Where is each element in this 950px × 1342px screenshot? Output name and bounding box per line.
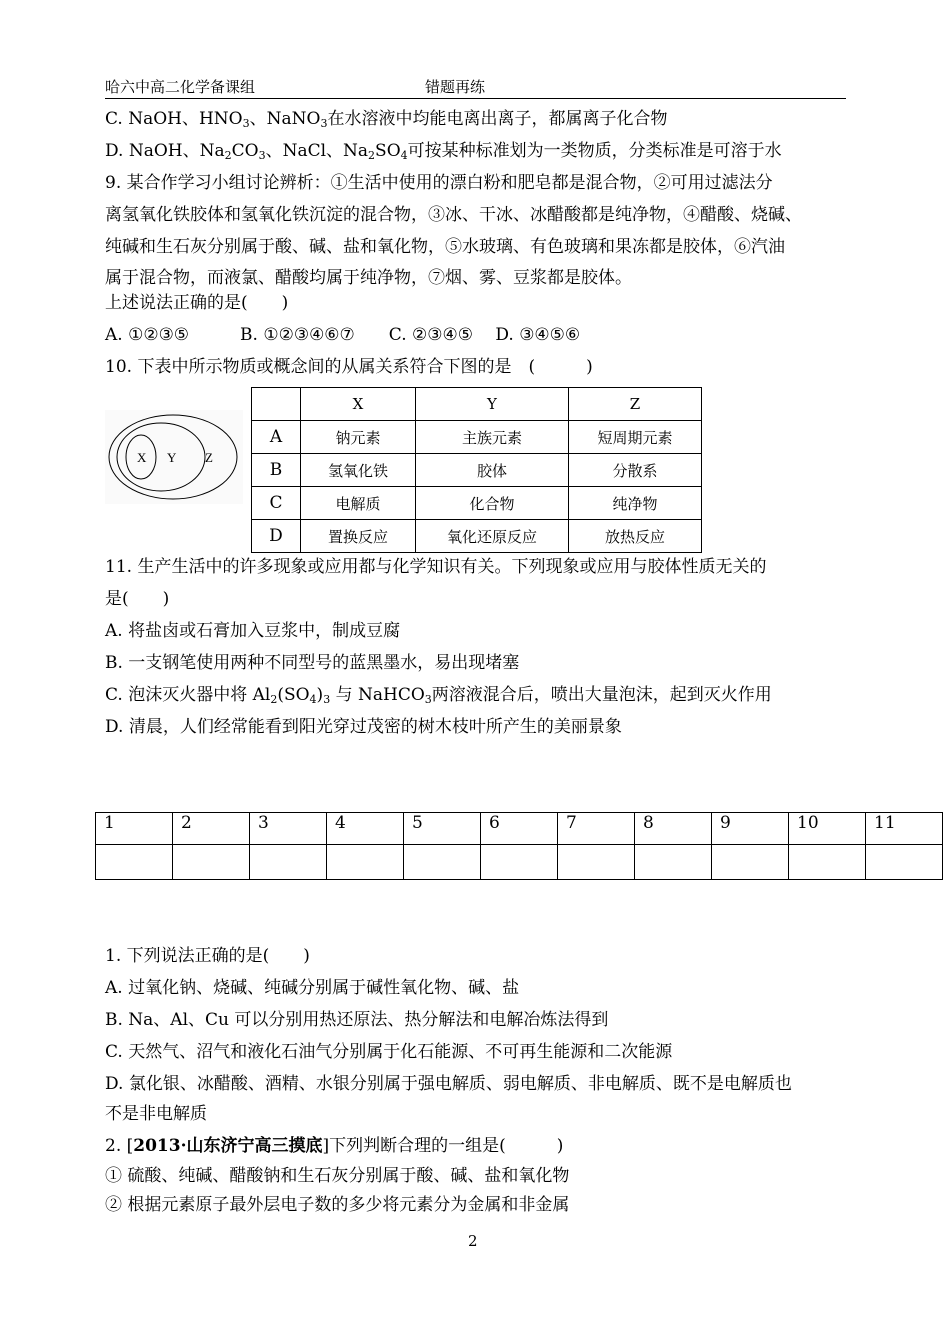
answer-number: 9 xyxy=(712,813,789,845)
relation-table-header xyxy=(252,388,702,421)
venn-label-z: Z xyxy=(205,450,213,465)
p1-option-d-line-1: D. 氯化银、冰醋酸、酒精、水银分别属于强电解质、弱电解质、非电解质、既不是电解质也 xyxy=(105,1074,792,1094)
q9-stem-line-3: 纯碱和生石灰分别属于酸、碱、盐和氧化物，⑤水玻璃、有色玻璃和果冻都是胶体，⑥汽油 xyxy=(105,237,785,257)
answer-blank[interactable] xyxy=(96,845,173,880)
answer-number: 2 xyxy=(173,813,250,845)
header-group-name: 哈六中高二化学备课组 xyxy=(105,78,256,96)
table-cell: 电解质 xyxy=(301,487,416,520)
q11-stem-line-1: 11. 生产生活中的许多现象或应用都与化学知识有关。下列现象或应用与胶体性质无关的 xyxy=(105,557,767,577)
table-cell: 分散系 xyxy=(569,454,702,487)
table-row xyxy=(252,454,702,487)
p1-option-a: A. 过氧化钠、烧碱、纯碱分别属于碱性氧化物、碱、盐 xyxy=(105,978,520,998)
answer-blank[interactable] xyxy=(558,845,635,880)
table-row xyxy=(252,487,702,520)
q9-question: 上述说法正确的是( ) xyxy=(105,293,289,313)
venn-diagram xyxy=(105,410,243,504)
venn-label-x: X xyxy=(137,450,147,465)
p1-option-d-line-2: 不是非电解质 xyxy=(105,1104,207,1124)
q9-stem-line-4: 属于混合物，而液氯、醋酸均属于纯净物，⑦烟、雾、豆浆都是胶体。 xyxy=(105,268,632,288)
relation-table xyxy=(251,387,702,553)
header-cell-z: Z xyxy=(569,388,702,421)
table-cell: 主族元素 xyxy=(416,421,569,454)
answer-blank[interactable] xyxy=(866,845,943,880)
answer-number: 5 xyxy=(404,813,481,845)
table-row xyxy=(252,520,702,553)
table-cell: 纯净物 xyxy=(569,487,702,520)
p1-option-b: B. Na、Al、Cu 可以分别用热还原法、热分解法和电解冶炼法得到 xyxy=(105,1010,609,1030)
answer-number: 7 xyxy=(558,813,635,845)
table-cell: 钠元素 xyxy=(301,421,416,454)
header-cell-blank xyxy=(252,388,301,421)
q11-stem-line-2: 是( ) xyxy=(105,589,170,609)
table-row xyxy=(252,421,702,454)
answer-blank[interactable] xyxy=(481,845,558,880)
answer-number: 4 xyxy=(327,813,404,845)
answer-blank[interactable] xyxy=(404,845,481,880)
q11-option-c: C. 泡沫灭火器中将 $Al_2(SO_4)_3$ 与 NaHCO$_3$两溶液混合后，喷出大量泡沫，起到灭火作用 xyxy=(105,685,772,706)
q11-option-d: D. 清晨，人们经常能看到阳光穿过茂密的树木枝叶所产生的美丽景象 xyxy=(105,717,622,737)
answer-number: 1 xyxy=(96,813,173,845)
table-cell: 化合物 xyxy=(416,487,569,520)
answer-grid-blanks xyxy=(96,845,943,880)
table-cell: 胶体 xyxy=(416,454,569,487)
answer-blank[interactable] xyxy=(250,845,327,880)
p1-stem: 1. 下列说法正确的是( ) xyxy=(105,946,310,966)
page-number: 2 xyxy=(468,1232,478,1250)
answer-blank[interactable] xyxy=(173,845,250,880)
page-header xyxy=(105,76,846,99)
option-label: B xyxy=(252,454,301,487)
answer-number: 11 xyxy=(866,813,943,845)
answer-number: 8 xyxy=(635,813,712,845)
answer-blank[interactable] xyxy=(712,845,789,880)
q11-option-b: B. 一支钢笔使用两种不同型号的蓝黑墨水，易出现堵塞 xyxy=(105,653,520,673)
q10-stem: 10. 下表中所示物质或概念间的从属关系符合下图的是 ( ) xyxy=(105,357,593,377)
p1-option-c: C. 天然气、沼气和液化石油气分别属于化石能源、不可再生能源和二次能源 xyxy=(105,1042,673,1062)
table-cell: 氧化还原反应 xyxy=(416,520,569,553)
answer-blank[interactable] xyxy=(635,845,712,880)
venn-y-ellipse xyxy=(117,423,205,491)
answer-grid-numbers xyxy=(96,813,943,845)
venn-label-y: Y xyxy=(167,450,177,465)
header-title: 错题再练 xyxy=(425,78,486,96)
p2-item-1: ① 硫酸、纯碱、醋酸钠和生石灰分别属于酸、碱、盐和氧化物 xyxy=(105,1166,570,1186)
q8-option-d: D. NaOH、$Na_2CO_3$、NaCl、$Na_2SO_4$可按某种标准划为一类物质，分类标准是可溶于水 xyxy=(105,141,782,162)
q11-option-a: A. 将盐卤或石膏加入豆浆中，制成豆腐 xyxy=(105,621,401,641)
header-cell-x: X xyxy=(301,388,416,421)
p2-source: 2013·山东济宁高三摸底 xyxy=(133,1136,323,1156)
q9-stem-line-2: 离氢氧化铁胶体和氢氧化铁沉淀的混合物，③冰、干冰、冰醋酸都是纯净物，④醋酸、烧碱、 xyxy=(105,205,802,225)
p2-item-2: ② 根据元素原子最外层电子数的多少将元素分为金属和非金属 xyxy=(105,1195,570,1215)
option-label: C xyxy=(252,487,301,520)
p2-stem: 2. [2013·山东济宁高三摸底]下列判断合理的一组是( ) xyxy=(105,1136,564,1156)
answer-grid xyxy=(95,812,943,880)
table-cell: 氢氧化铁 xyxy=(301,454,416,487)
table-cell: 置换反应 xyxy=(301,520,416,553)
answer-number: 10 xyxy=(789,813,866,845)
q9-stem-line-1: 9. 某合作学习小组讨论辨析：①生活中使用的漂白粉和肥皂都是混合物，②可用过滤法分 xyxy=(105,173,773,193)
option-label: A xyxy=(252,421,301,454)
header-cell-y: Y xyxy=(416,388,569,421)
answer-blank[interactable] xyxy=(789,845,866,880)
answer-blank[interactable] xyxy=(327,845,404,880)
table-cell: 短周期元素 xyxy=(569,421,702,454)
table-cell: 放热反应 xyxy=(569,520,702,553)
q8-option-c: C. NaOH、$HNO_3$、NaNO$_3$在水溶液中均能电离出离子，都属离子化合物 xyxy=(105,109,668,130)
answer-number: 3 xyxy=(250,813,327,845)
answer-number: 6 xyxy=(481,813,558,845)
option-label: D xyxy=(252,520,301,553)
q9-options: A. ①②③⑤ B. ①②③④⑥⑦ C. ②③④⑤ D. ③④⑤⑥ xyxy=(105,325,581,345)
